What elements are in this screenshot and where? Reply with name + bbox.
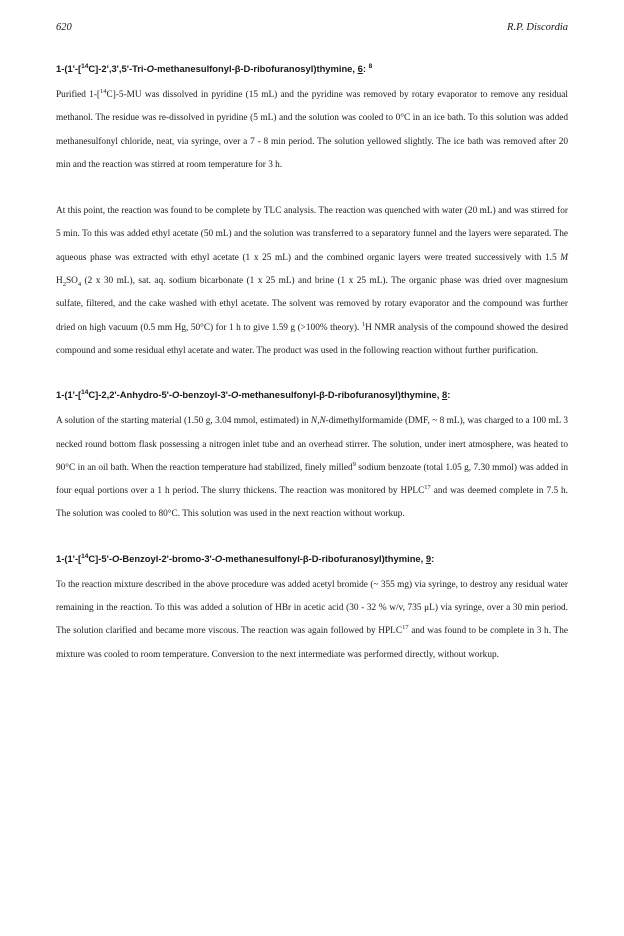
running-head [56,22,568,36]
body-paragraph: Purified 1-[$^{14}$C]-5-MU was dissolved in pyridine (15 mL) and the pyridine was removed by rotary evaporator to remove any residual methanol. The residue was re-dissolved in pyridine (5 mL) and the solution was cooled to 0°C in an ice bath. To this solution was added methanesulfonyl chloride, neat, via syringe, over a 7 - 8 min period. The solution yellowed slightly. The ice bath was removed after 20 min and the reaction was stirred at room temperature for 3 h. [56,87,568,170]
procedure-section-8 [56,388,568,526]
procedure-section-9 [56,552,568,667]
section-heading: 1-(1'-[$^{14}$C]-2',3',5'-Tri-O-methanesulfonyl-β-D-ribofuranosyl)thymine, 6: $^8$ [56,62,373,74]
page-body [56,62,568,692]
body-paragraph: At this point, the reaction was found to be complete by TLC analysis. The reaction was quenched with water (20 mL) and was stirred for 5 min. To this was added ethyl acetate (50 mL) and the solution was transferred to a separatory funnel and the layers were separated. The aqueous phase was extracted with ethyl acetate (1 x 25 mL) and the combined organic layers were treated successively with 1.5 M $H_2SO_4$ (2 x 30 mL), sat. aq. sodium bicarbonate (1 x 25 mL) and brine (1 x 25 mL). The organic phase was dried over magnesium sulfate, filtered, and the cake washed with ethyl acetate. The solvent was removed by rotary evaporator and the compound was further dried on high vacuum (0.5 mm Hg, 50°C) for 1 h to give 1.59 g (>100% theory). $^1$H NMR analysis of the compound showed the desired compound and some residual ethyl acetate and water. The product was used in the following reaction without further purification. [56,206,568,356]
page-number: 620 [56,22,72,33]
section-heading: 1-(1'-[$^{14}$C]-2,2'-Anhydro-5'-O-benzoyl-3'-O-methanesulfonyl-β-D-ribofuranosyl)thymine, 8: [56,389,451,401]
section-heading: 1-(1'-[$^{14}$C]-5'-O-Benzoyl-2'-bromo-3'-O-methanesulfonyl-β-D-ribofuranosyl)thymine, 9: [56,552,435,564]
body-paragraph: To the reaction mixture described in the above procedure was added acetyl bromide (~ 355 mg) via syringe, to destroy any residual water remaining in the reaction. To this was added a solution of HBr in acetic acid (30 - 32 % w/v, 735 μL) via syringe, over a 30 min period. The solution clarified and became more viscous. The reaction was again followed by HPLC$^{17}$ and was found to be complete in 3 h. The mixture was cooled to room temperature. Conversion to the next intermediate was performed directly, without workup. [56,579,568,660]
running-head-author: R.P. Discordia [507,22,568,33]
body-paragraph: A solution of the starting material (1.50 g, 3.04 mmol, estimated) in N,N-dimethylformamide (DMF, ~ 8 mL), was charged to a 100 mL 3 necked round bottom flask possessing a nitrogen inlet tube and an overhead stirrer. The solution, under inert atmosphere, was heated to 90°C in an oil bath. When the reaction temperature had stabilized, finely milled$^9$ sodium benzoate (total 1.05 g, 7.30 mmol) was added in four equal portions over a 1 h period. The slurry thickens. The reaction was monitored by HPLC$^{17}$ and was deemed complete in 7.5 h. The solution was cooled to 80°C. This solution was used in the next reaction without workup. [56,416,568,520]
procedure-section-6 [56,62,568,363]
